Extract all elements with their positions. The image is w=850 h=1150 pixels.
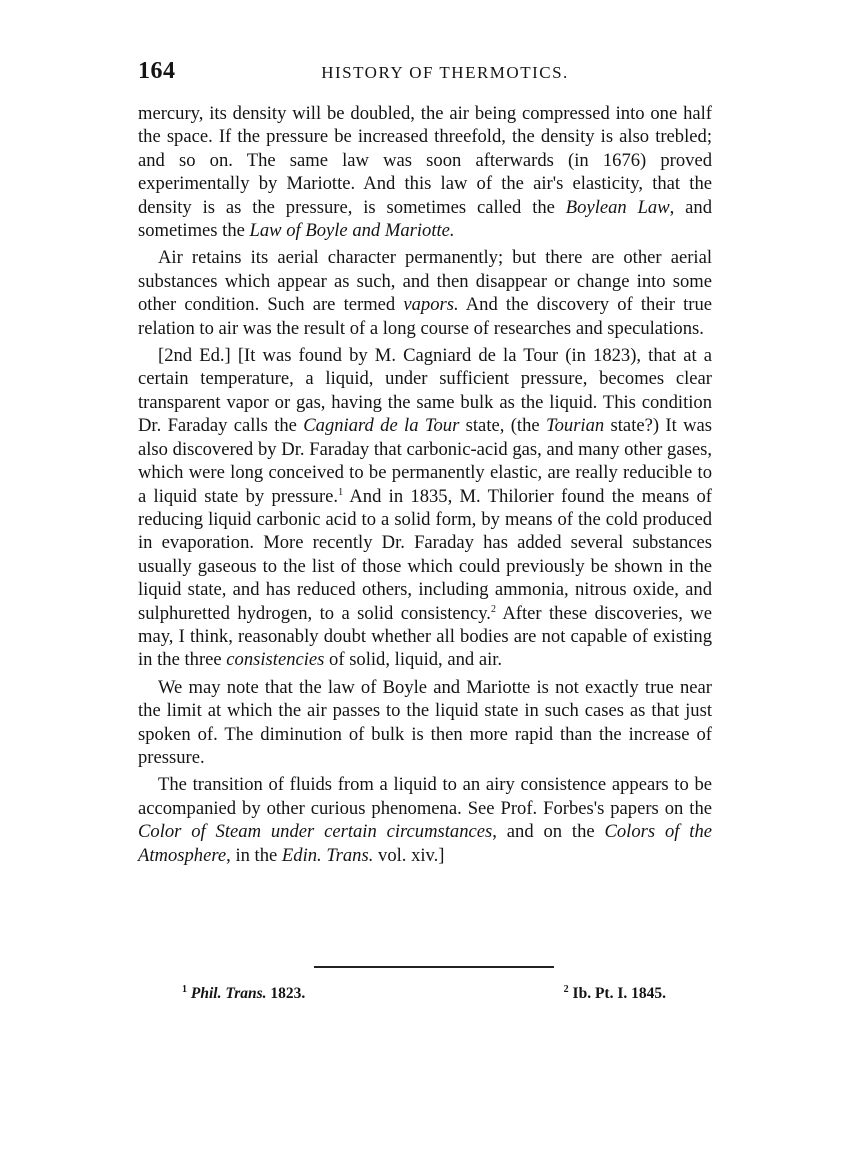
text-run: of solid, liquid, and air. (324, 649, 503, 671)
paragraph-4 (138, 676, 712, 770)
italic-term: consistencies (226, 649, 325, 671)
text-run: The transition of fluids from a liquid to an airy consistence appears to be accompanied by other curious phenomena. See Prof. Forbes's papers on the (138, 774, 712, 819)
text-run: And the discovery of their true relation to air was the result of a long course of researches and speculations. (138, 294, 713, 339)
paragraph-1 (138, 102, 712, 242)
italic-term: Colors of the Atmosphere (138, 821, 712, 866)
italic-term: Cagniard de la Tour (303, 415, 460, 437)
footnote-ref: 2 (490, 603, 496, 615)
text-run: , in the (226, 844, 282, 866)
footnote-2 (564, 985, 666, 1003)
text-run: state?) It was also discovered by Dr. Faraday that carbonic-acid gas, and many other gases, which were long conceived to be permanently elastic, are really reducible to a liquid state by pressure. (138, 415, 712, 507)
italic-term: vapors. (403, 294, 459, 316)
body-text (138, 102, 712, 871)
page-header (138, 58, 712, 92)
text-run: And in 1835, M. Thilorier found the means of reducing liquid carbonic acid to a solid form, by means of the cold produced in evaporation. More recently Dr. Faraday has added several substances usually gaseous to the list of those which could previously be shown in the liquid state, and has reduced others, including ammonia, nitrous oxide, and sulphuretted hydrogen, to a solid consistency. (138, 485, 712, 624)
footnote-text: Ib. Pt. I. 1845. (568, 985, 666, 1002)
text-run: After these discoveries, we may, I think, reasonably doubt whether all bodies are not capable of existing in the three (138, 602, 712, 671)
paragraph-2 (138, 246, 712, 340)
text-run: [2nd Ed.] [It was found by M. Cagniard de la Tour (in 1823), that at a certain temperature, a liquid, under sufficient pressure, becomes clear transparent vapor or gas, having the same bulk as the liquid. This condition Dr. Faraday calls the (138, 345, 712, 437)
text-run: Air retains its aerial character permanently; but there are other aerial substances which appear as such, and then disappear or change into some other condition. Such are termed (138, 247, 712, 316)
italic-term: Boylean Law (565, 196, 670, 218)
paragraph-3 (138, 344, 712, 672)
italic-term: Law of Boyle and Mariotte. (249, 220, 455, 242)
text-run: mercury, its density will be doubled, the air being compressed into one half the space. If the pressure be increased threefold, the density is also trebled; and so on. The same law was soon afterwards (in 1676) proved experimentally by Mariotte. And this law of the air's elasticity, that the density is as the pressure, is sometimes called the (138, 103, 712, 218)
page-number: 164 (138, 58, 176, 84)
text-run: , and sometimes the (138, 196, 713, 242)
paragraph-5 (138, 773, 712, 867)
text-run: , and on the (492, 821, 605, 843)
italic-term: Edin. Trans. (281, 844, 374, 866)
text-run: vol. xiv.] (373, 844, 445, 866)
footnote-divider (314, 966, 554, 968)
footnote-title: Phil. Trans. (190, 985, 267, 1002)
footnote-mark: 2 (563, 983, 569, 995)
text-run: state, (the (459, 415, 546, 437)
footnote-text: 1823. (266, 985, 306, 1002)
text-run: We may note that the law of Boyle and Mariotte is not exactly true near the limit at which the air passes to the liquid state in such cases as that just spoken of. The diminution of bulk is then more rapid than the increase of pressure. (138, 676, 712, 768)
running-head: HISTORY OF THERMOTICS. (321, 63, 569, 82)
italic-term: Tourian (545, 415, 605, 437)
footnote-mark: 1 (182, 983, 187, 995)
italic-term: Color of Steam under certain circumstances (138, 821, 493, 843)
footnote-1 (182, 985, 305, 1003)
footnote-ref: 1 (338, 486, 344, 498)
